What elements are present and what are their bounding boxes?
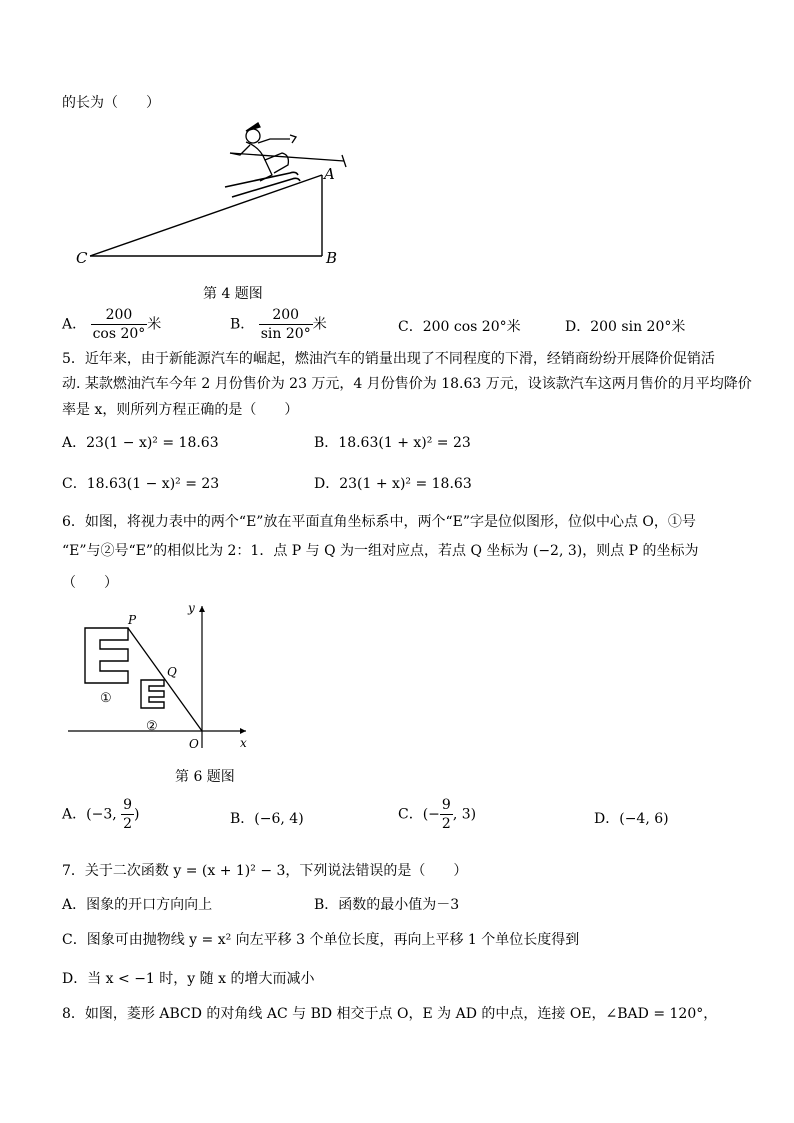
- q5-option-a: A．23(1 − x)² = 18.63: [62, 435, 219, 451]
- label-q: Q: [167, 665, 177, 679]
- q4-stem-tail: 的长为（ ）: [62, 95, 160, 111]
- label-p: P: [128, 613, 137, 627]
- q4-figure: [60, 115, 360, 275]
- q5-line-3: 率是 x，则所列方程正确的是（ ）: [62, 402, 299, 418]
- q4-option-b: B． $\frac{200}{\sin 20^\circ}$ 米: [230, 307, 327, 342]
- q7-option-d: D．当 x < −1 时，y 随 x 的增大而减小: [62, 971, 315, 987]
- label-y: y: [188, 601, 195, 615]
- q5-line-1: 5．近年来，由于新能源汽车的崛起，燃油汽车的销量出现了不同程度的下滑，经销商纷纷开展降价促销活: [62, 351, 715, 367]
- q6-line-1: 6．如图，将视力表中的两个“E”放在平面直角坐标系中，两个“E”字是位似图形，位似中心点 O，①号: [62, 514, 696, 530]
- q4-line-ca: [90, 175, 322, 256]
- q4-label-a: A: [324, 165, 335, 183]
- q5-option-b: B．18.63(1 + x)² = 23: [314, 435, 471, 451]
- q6-option-c: C．(− $\frac{9}{2}$ , 3): [398, 797, 477, 832]
- skier-illustration: [225, 123, 346, 197]
- q7-option-b: B．函数的最小值为－3: [314, 897, 460, 913]
- q4-option-c: C．200 cos 20°米: [398, 319, 521, 335]
- q6-figure: [60, 598, 260, 758]
- q6-line-2: “E”与②号“E”的相似比为 2：1．点 P 与 Q 为一组对应点，若点 Q 坐标为 (−2, 3)，则点 P 的坐标为: [62, 543, 699, 559]
- q7-line-1: 7．关于二次函数 y = (x + 1)² − 3，下列说法错误的是（ ）: [62, 863, 468, 879]
- q7-option-a: A．图象的开口方向向上: [62, 897, 213, 913]
- y-axis-arrow: [199, 606, 205, 612]
- q6-option-b: B．(−6, 4): [230, 811, 304, 827]
- q4-caption: 第 4 题图: [203, 286, 263, 302]
- q5-line-2: 动. 某款燃油汽车今年 2 月份售价为 23 万元，4 月份售价为 18.63 万元，设该款汽车这两月售价的月平均降价: [62, 376, 752, 392]
- q4-option-d: D．200 sin 20°米: [565, 319, 686, 335]
- q4-option-a: A． $\frac{200}{\cos 20^\circ}$ 米: [62, 307, 162, 342]
- q8-line-1: 8．如图，菱形 ABCD 的对角线 AC 与 BD 相交于点 O，E 为 AD 的中点，连接 OE，∠BAD = 120°，: [62, 1006, 718, 1022]
- q4-label-c: C: [76, 249, 88, 267]
- q6-option-a: A．(−3, $\frac{9}{2}$ ): [62, 797, 140, 832]
- e-shape-1: [85, 628, 128, 683]
- q5-option-c: C．18.63(1 − x)² = 23: [62, 476, 220, 492]
- q5-option-d: D．23(1 + x)² = 18.63: [314, 476, 472, 492]
- q4-label-b: B: [326, 249, 338, 267]
- x-axis-arrow: [240, 728, 246, 734]
- e-shape-2: [141, 680, 164, 708]
- label-o: O: [189, 737, 199, 751]
- label-circle-2: ②: [146, 719, 158, 734]
- q6-line-3: （ ）: [62, 575, 118, 591]
- q6-option-d: D．(−4, 6): [594, 811, 669, 827]
- q6-caption: 第 6 题图: [175, 769, 235, 785]
- line-p-o: [128, 628, 202, 731]
- label-circle-1: ①: [100, 691, 112, 706]
- label-x: x: [240, 736, 247, 750]
- q7-option-c: C．图象可由抛物线 y = x² 向左平移 3 个单位长度，再向上平移 1 个单位长度得到: [62, 932, 580, 948]
